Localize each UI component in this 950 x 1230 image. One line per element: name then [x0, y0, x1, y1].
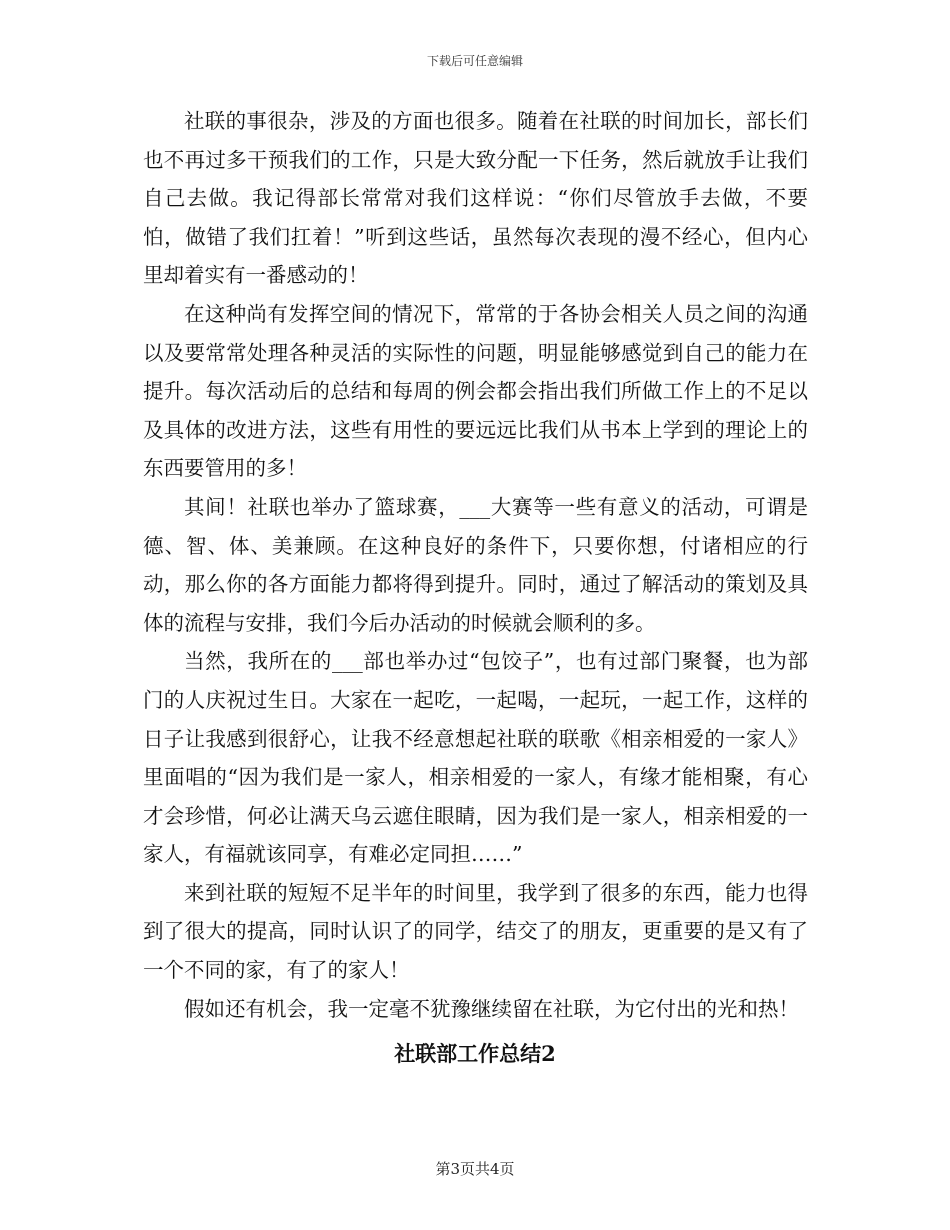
document-body: [143, 102, 808, 1028]
paragraph: 在这种尚有发挥空间的情况下，常常的于各协会相关人员之间的沟通以及要常常处理各种灵活的实际性的问题，明显能够感觉到自己的能力在提升。每次活动后的总结和每周的例会都会指出我们所做工作上的不足以及具体的改进方法，这些有用性的要远远比我们从书本上学到的理论上的东西要管用的多！: [143, 301, 808, 481]
paragraph: 假如还有机会，我一定毫不犹豫继续留在社联，为它付出的光和热！: [184, 996, 799, 1021]
section-title: 社联部工作总结2: [394, 1041, 556, 1066]
paragraph: 其间！社联也举办了篮球赛，___大赛等一些有意义的活动，可谓是德、智、体、美兼顾。在这种良好的条件下，只要你想，付诸相应的行动，那么你的各方面能力都将得到提升。同时，通过了解活动的策划及具体的流程与安排，我们今后办活动的时候就会顺利的多。: [143, 494, 808, 635]
paragraph: 当然，我所在的___部也举办过“包饺子”，也有过部门聚餐，也为部门的人庆祝过生日。大家在一起吃，一起喝，一起玩，一起工作，这样的日子让我感到很舒心，让我不经意想起社联的联歌《相亲相爱的一家人》里面唱的“因为我们是一家人，相亲相爱的一家人，有缘才能相聚，有心才会珍惜，何必让满天乌云遮住眼睛，因为我们是一家人，相亲相爱的一家人，有福就该同享，有难必定同担……”: [143, 649, 808, 867]
paragraph: 社联的事很杂，涉及的方面也很多。随着在社联的时间加长，部长们也不再过多干预我们的工作，只是大致分配一下任务，然后就放手让我们自己去做。我记得部长常常对我们这样说：“你们尽管放手去做，不要怕，做错了我们扛着！”听到这些话，虽然每次表现的漫不经心，但内心里却着实有一番感动的！: [143, 109, 808, 288]
page-header: 下载后可任意编辑: [426, 54, 523, 68]
page-footer: 第3页共4页: [435, 1160, 515, 1178]
paragraph: 来到社联的短短不足半年的时间里，我学到了很多的东西，能力也得到了很大的提高，同时认识了的同学，结交了的朋友，更重要的是又有了一个不同的家，有了的家人！: [143, 880, 808, 983]
